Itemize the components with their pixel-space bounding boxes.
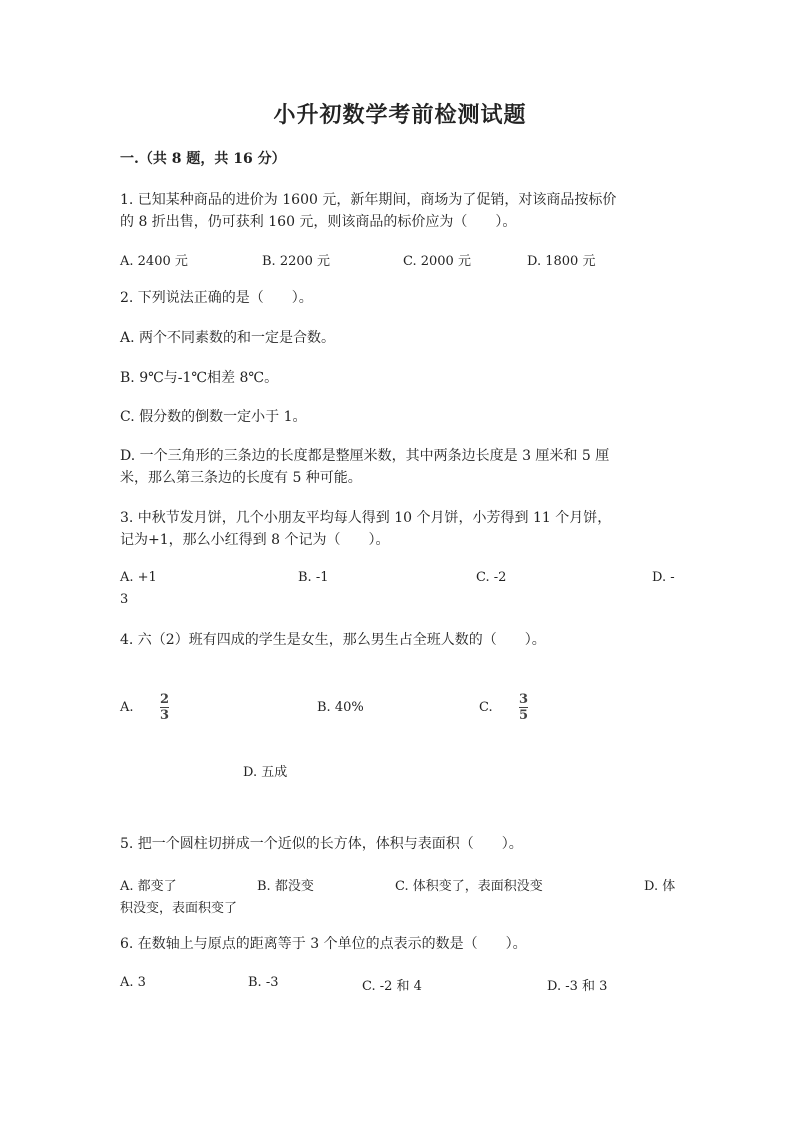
q1-stem-line1: 1. 已知某种商品的进价为 1600 元，新年期间，商场为了促销，对该商品按标价 [120,192,617,208]
q5-option-b: B. 都没变 [257,879,314,894]
q4-option-a-fraction [160,692,169,723]
q3-option-d-wrap: 3 [120,592,129,607]
q6-stem: 6. 在数轴上与原点的距离等于 3 个单位的点表示的数是（ ）。 [120,936,527,952]
fraction-numerator: 3 [519,692,529,707]
section-heading: 一.（共 8 题，共 16 分） [120,151,286,167]
fraction-numerator: 2 [160,692,170,707]
q4-option-a-label: A. [120,700,134,715]
q6-option-c: C. -2 和 4 [362,979,422,994]
q2-option-d-line1: D. 一个三角形的三条边的长度都是整厘米数，其中两条边长度是 3 厘米和 5 厘 [120,448,610,464]
q5-stem: 5. 把一个圆柱切拼成一个近似的长方体，体积与表面积（ ）。 [120,836,523,852]
q3-option-b: B. -1 [298,570,329,585]
q3-option-c: C. -2 [476,570,507,585]
q5-option-d-wrap: 积没变，表面积变了 [120,901,238,916]
q4-option-d: D. 五成 [243,765,288,780]
q5-option-a: A. 都变了 [120,879,177,894]
q2-option-a: A. 两个不同素数的和一定是合数。 [120,330,336,346]
fraction-denominator: 5 [519,708,529,723]
q6-option-b: B. -3 [248,975,279,990]
q4-option-c-label: C. [479,700,493,715]
q6-option-d: D. -3 和 3 [547,979,608,994]
q5-option-d: D. 体 [644,879,676,894]
q1-option-b: B. 2200 元 [262,254,331,269]
fraction-denominator: 3 [160,708,170,723]
q3-stem-line1: 3. 中秋节发月饼，几个小朋友平均每人得到 10 个月饼，小芳得到 11 个月饼， [120,510,612,526]
page-title: 小升初数学考前检测试题 [273,102,527,128]
q3-stem-line2: 记为+1，那么小红得到 8 个记为（ ）。 [120,532,390,548]
q3-option-a: A. +1 [120,570,157,585]
q2-option-b: B. 9℃与-1℃相差 8℃。 [120,370,279,386]
q3-option-d: D. - [652,570,675,585]
q4-option-b: B. 40% [317,700,364,715]
q1-option-c: C. 2000 元 [403,254,471,269]
q4-option-c-fraction [519,692,528,723]
q5-option-c: C. 体积变了，表面积没变 [395,879,543,894]
q2-option-d-line2: 米，那么第三条边的长度有 5 种可能。 [120,470,362,486]
q6-option-a: A. 3 [120,975,146,990]
q1-option-a: A. 2400 元 [120,254,188,269]
q1-option-d: D. 1800 元 [527,254,596,269]
q1-stem-line2: 的 8 折出售，仍可获利 160 元，则该商品的标价应为（ ）。 [120,214,517,230]
q4-stem: 4. 六（2）班有四成的学生是女生，那么男生占全班人数的（ ）。 [120,632,546,648]
q2-option-c: C. 假分数的倒数一定小于 1。 [120,409,307,425]
q2-stem: 2. 下列说法正确的是（ ）。 [120,290,313,306]
